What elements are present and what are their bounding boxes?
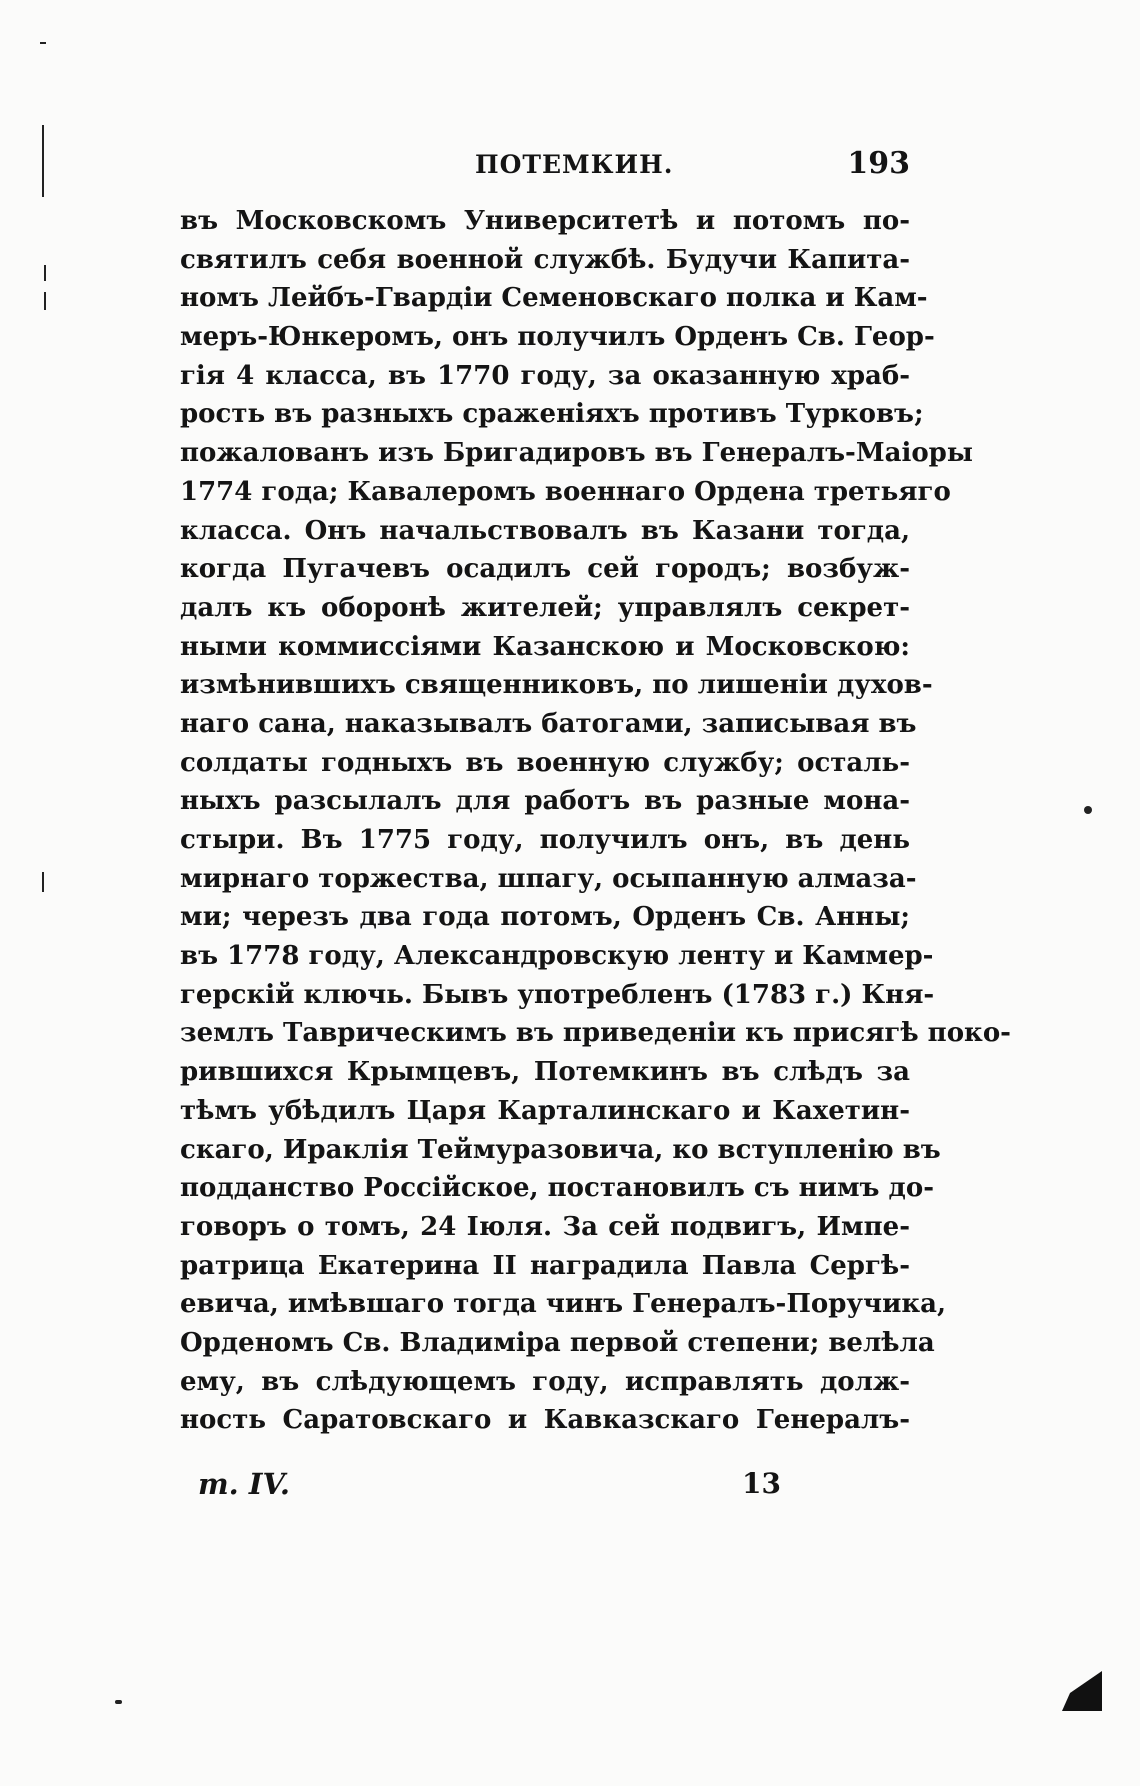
text-line: солдаты годныхъ въ военную службу; осталь- <box>180 747 910 778</box>
text-line: рившихся Крымцевъ, Потемкинъ въ слѣдъ за <box>180 1057 910 1088</box>
running-head: ПОТЕМКИН. <box>475 150 674 179</box>
text-line: въ 1778 году, Александровскую ленту и Каммер- <box>180 941 934 972</box>
text-line: далъ къ оборонѣ жителей; управлялъ секрет- <box>180 592 910 623</box>
text-line: ность Саратовскаго и Кавказскаго Генералъ- <box>180 1405 910 1436</box>
page-number: 193 <box>847 146 910 181</box>
text-line: говоръ о томъ, 24 Іюля. За сей подвигъ, Импе- <box>180 1211 910 1242</box>
text-line: подданство Россійское, постановилъ съ нимъ до- <box>180 1173 935 1204</box>
text-line: мирнаго торжества, шпагу, осыпанную алмаза- <box>180 863 917 894</box>
text-line: евича, имѣвшаго тогда чинъ Генералъ-Поручика, <box>180 1289 947 1320</box>
text-line: номъ Лейбъ-Гвардіи Семеновскаго полка и Кам- <box>180 283 928 314</box>
scan-speck <box>1084 806 1092 814</box>
text-line: меръ-Юнкеромъ, онъ получилъ Орденъ Св. Геор- <box>180 322 935 353</box>
body-text <box>180 202 1011 1440</box>
scan-corner-blot <box>1062 1671 1102 1711</box>
scan-speck <box>115 1700 122 1704</box>
text-line: скаго, Ираклія Теймуразовича, ко вступленію въ <box>180 1134 941 1165</box>
text-line: 1774 года; Кавалеромъ военнаго Ордена третьяго <box>180 476 951 507</box>
text-line: ему, въ слѣдующемъ году, исправлять долж- <box>180 1366 910 1397</box>
volume-mark: т. IV. <box>198 1467 290 1501</box>
text-line: ныхъ разсылалъ для работъ въ разные мона- <box>180 786 910 817</box>
text-line: стыри. Въ 1775 году, получилъ онъ, въ день <box>180 825 910 855</box>
signature-mark: 13 <box>742 1467 781 1500</box>
scan-margin-line <box>42 125 44 197</box>
text-line: святилъ себя военной службѣ. Будучи Капита- <box>180 244 910 275</box>
text-line: рость въ разныхъ сраженіяхъ противъ Турковъ; <box>180 399 924 430</box>
text-line: ратрица Екатерина II наградила Павла Сергѣ- <box>180 1250 910 1281</box>
scan-speck <box>40 42 46 44</box>
scan-margin-line <box>44 292 46 310</box>
text-line: класса. Онъ начальствовалъ въ Казани тогда, <box>180 515 910 546</box>
text-line: землъ Таврическимъ въ приведеніи къ присягѣ поко- <box>180 1018 1011 1049</box>
text-line: Орденомъ Св. Владиміра первой степени; велѣла <box>180 1327 935 1358</box>
text-line: ными коммиссіями Казанскою и Московскою: <box>180 631 910 662</box>
text-line: наго сана, наказывалъ батогами, записывая въ <box>180 708 917 739</box>
text-line: въ Московскомъ Университетѣ и потомъ по- <box>180 206 910 236</box>
page-footer <box>180 1467 910 1507</box>
text-line: пожалованъ изъ Бригадировъ въ Генералъ-Маіоры <box>180 438 973 469</box>
text-line: измѣнившихъ священниковъ, по лишеніи духов- <box>180 670 933 701</box>
text-line: тѣмъ убѣдилъ Царя Карталинскаго и Кахетин- <box>180 1095 910 1126</box>
scan-margin-line <box>42 872 44 892</box>
text-line: гія 4 класса, въ 1770 году, за оказанную храб- <box>180 360 910 391</box>
text-line: герскій ключь. Бывъ употребленъ (1783 г.) Кня- <box>180 979 935 1010</box>
text-line: ми; черезъ два года потомъ, Орденъ Св. Анны; <box>180 902 910 933</box>
text-line: когда Пугачевъ осадилъ сей городъ; возбуж- <box>180 554 910 585</box>
scan-margin-line <box>44 265 46 281</box>
page-header <box>180 146 910 190</box>
